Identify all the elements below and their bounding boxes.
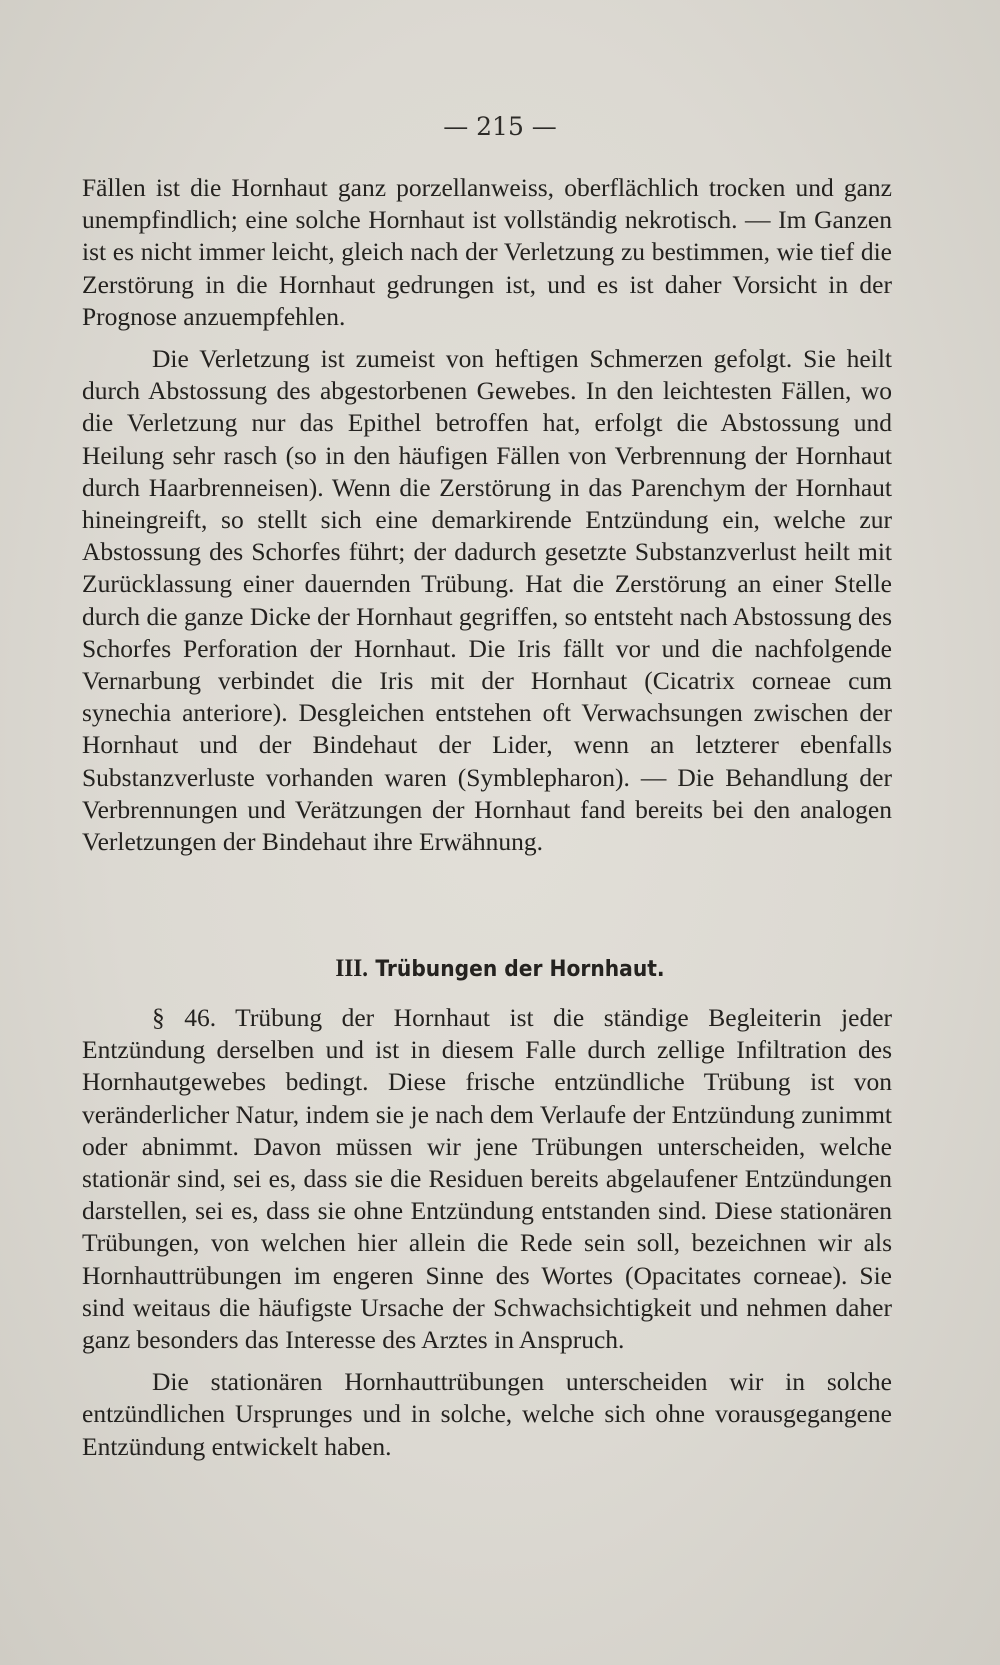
paragraph: Die stationären Hornhauttrübungen unterscheiden wir in solche entzündlichen Ursprunges und in solche, welche sich ohne vorausgegangene Entzündung entwickelt haben.: [82, 1367, 892, 1461]
paragraph: § 46. Trübung der Hornhaut ist die ständige Begleiterin jeder Entzündung derselben und ist in diesem Falle durch zellige Infiltration des Hornhautgewebes bedingt. Diese frische entzündliche Trübung ist von veränderlicher Natur, indem sie je nach dem Verlaufe der Entzündung zunimmt oder abnimmt. Davon müssen wir jene Trübungen unterscheiden, welche stationär sind, sei es, dass sie die Residuen bereits abgelaufener Entzündungen darstellen, sei es, dass sie ohne Entzündung entstanden sind. Diese stationären Trübungen, von welchen hier allein die Rede sein soll, bezeichnen wir als Hornhauttrübungen im engeren Sinne des Wortes (Opacitates corneae). Sie sind weitaus die häufigste Ursache der Schwachsichtigkeit und nehmen daher ganz besonders das Interesse des Arztes in Anspruch.: [82, 1003, 892, 1355]
paragraph: Fällen ist die Hornhaut ganz porzellanweiss, oberflächlich trocken und ganz unempfindlich; eine solche Hornhaut ist vollständig nekrotisch. — Im Ganzen ist es nicht immer leicht, gleich nach der Verletzung zu bestimmen, wie tief die Zerstörung in die Hornhaut gedrungen ist, und es ist daher Vorsicht in der Prognose anzuempfehlen.: [82, 173, 892, 331]
page-number: — 215 —: [443, 112, 557, 141]
section-title: Trübungen der Hornhaut.: [375, 957, 665, 982]
text-block-bottom: [82, 1002, 892, 1463]
text-block-top: [82, 172, 892, 858]
paragraph: Die Verletzung ist zumeist von heftigen Schmerzen gefolgt. Sie heilt durch Abstossung des abgestorbenen Gewebes. In den leichtesten Fällen, wo die Verletzung nur das Epithel betroffen hat, erfolgt die Abstossung und Heilung sehr rasch (so in den häufigen Fällen von Verbrennung der Hornhaut durch Haarbrenneisen). Wenn die Zerstörung in das Parenchym der Hornhaut hineingreift, so stellt sich eine demarkirende Entzündung ein, welche zur Abstossung des Schorfes führt; der dadurch gesetzte Substanzverlust heilt mit Zurücklassung einer dauernden Trübung. Hat die Zerstörung an einer Stelle durch die ganze Dicke der Hornhaut gegriffen, so entsteht nach Abstossung des Schorfes Perforation der Hornhaut. Die Iris fällt vor und die nachfolgende Vernarbung verbindet die Iris mit der Hornhaut (Cicatrix corneae cum synechia anteriore). Desgleichen entstehen oft Verwachsungen zwischen der Hornhaut und der Bindehaut der Lider, wenn an letzterer ebenfalls Substanzverluste vorhanden waren (Symblepharon). — Die Behandlung der Verbrennungen und Verätzungen der Hornhaut fand bereits bei den analogen Verletzungen der Bindehaut ihre Erwähnung.: [82, 344, 892, 857]
section-number: III.: [335, 955, 368, 982]
section-heading: [40, 955, 960, 983]
